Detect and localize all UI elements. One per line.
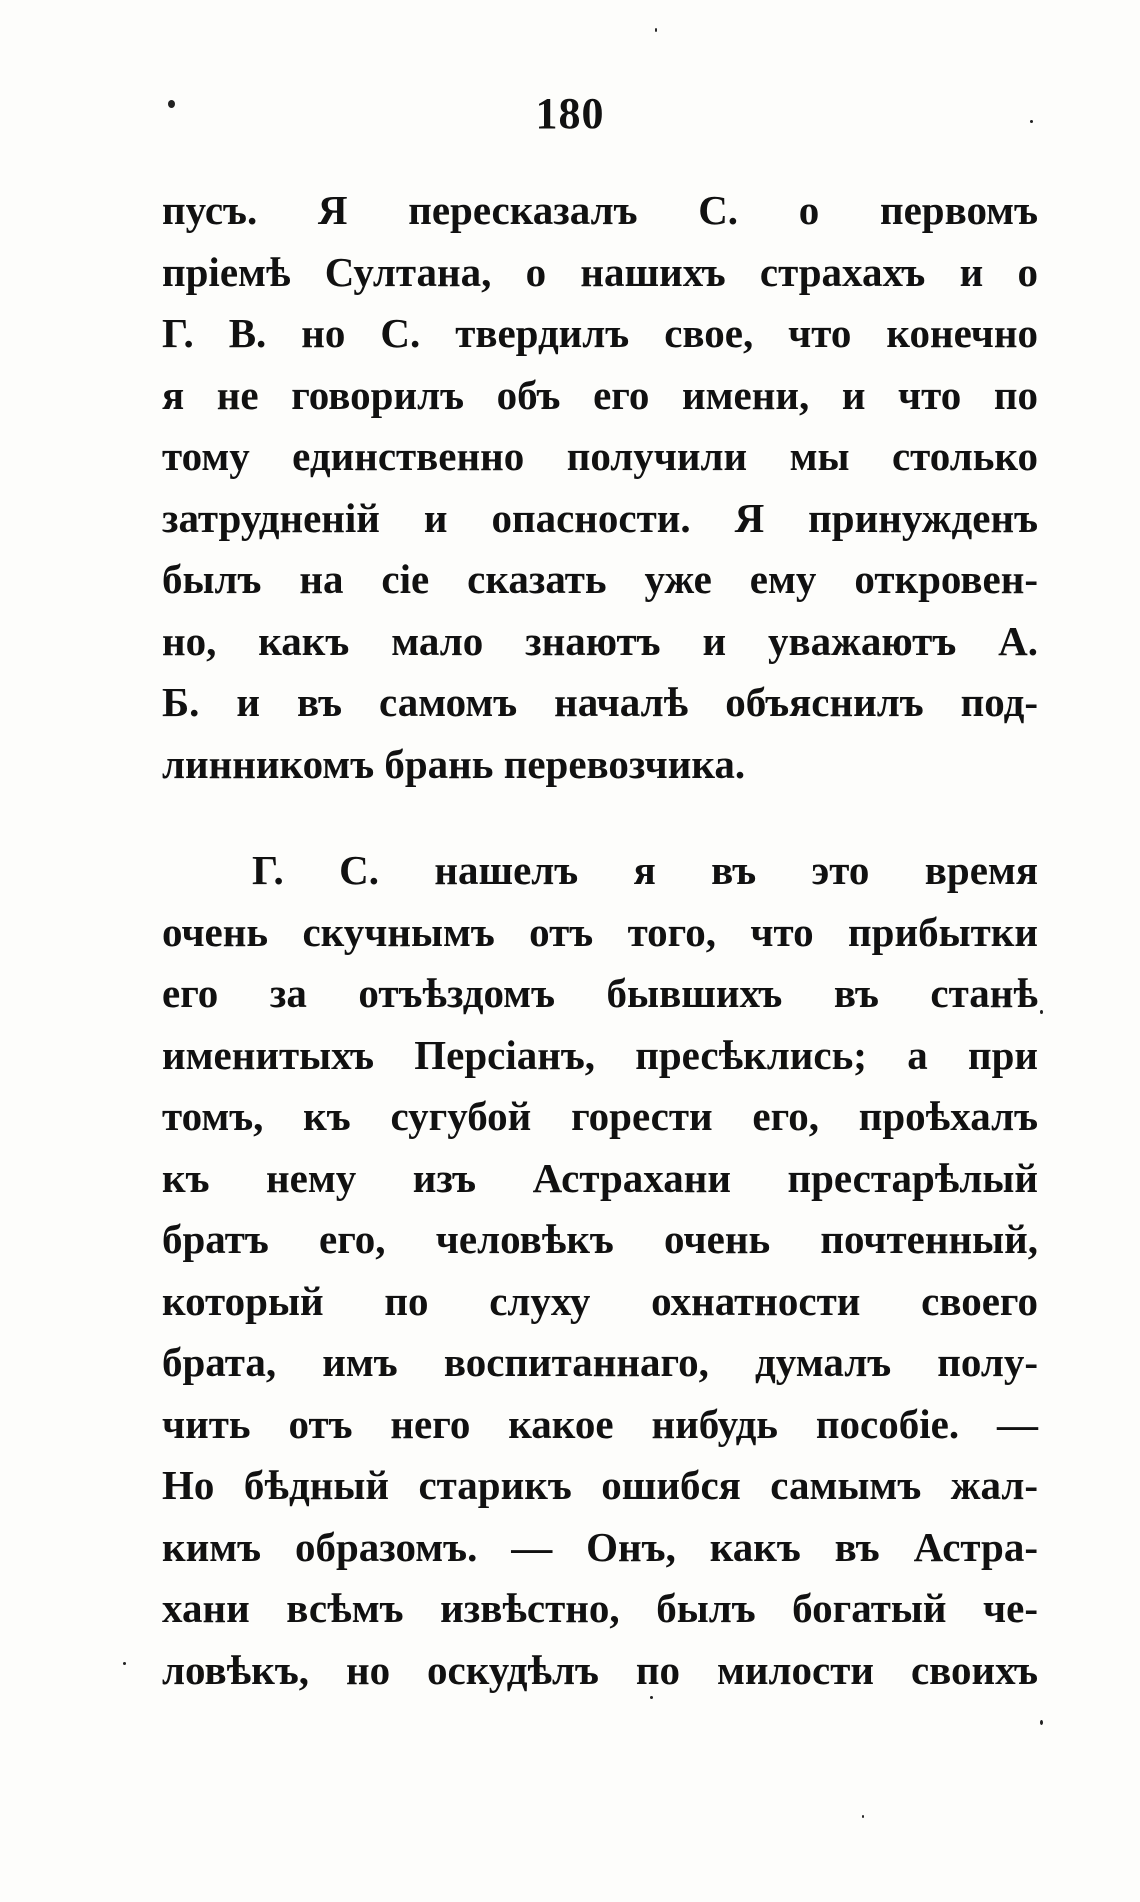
text-line: хани всѣмъ извѣстно, былъ богатый че- — [162, 1585, 1038, 1631]
text-line: я не говорилъ объ его имени, и что по — [162, 371, 1038, 418]
text-line: чить отъ него какое нибудь пособіе. — — [162, 1400, 1038, 1447]
text-line: тому единственно получили мы столько — [162, 433, 1038, 479]
text-line: его за отъѣздомъ бывшихъ въ станѣ — [162, 970, 1038, 1016]
text-line: братъ его, человѣкъ очень почтенный, — [162, 1216, 1038, 1262]
text-line: былъ на сіе сказать уже ему откровен- — [162, 556, 1038, 602]
scan-speck — [168, 100, 175, 108]
text-line: линникомъ брань перевозчика. — [162, 740, 746, 787]
paragraph-1 — [162, 180, 1038, 795]
text-line: Б. и въ самомъ началѣ объяснилъ под- — [162, 679, 1038, 725]
scan-speck — [862, 1815, 864, 1818]
text-line: именитыхъ Персіанъ, пресѣклись; а при — [162, 1031, 1038, 1078]
scan-speck — [655, 28, 657, 32]
scan-speck — [1030, 120, 1033, 123]
text-line: брата, имъ воспитаннаго, думалъ полу- — [162, 1339, 1038, 1385]
scan-speck — [1040, 1010, 1043, 1014]
text-line: Г. В. но С. твердилъ свое, что конечно — [162, 310, 1038, 356]
page-number: 180 — [535, 89, 605, 138]
paragraph-2 — [162, 840, 1038, 1701]
text-line: Г. С. нашелъ я въ это время — [252, 847, 1038, 893]
scan-speck — [123, 1662, 126, 1665]
text-line: томъ, къ сугубой горести его, проѣхалъ — [162, 1093, 1038, 1139]
text-line: Но бѣдный старикъ ошибся самымъ жал- — [162, 1462, 1038, 1508]
text-line: пріемѣ Султана, о нашихъ страхахъ и о — [162, 248, 1038, 295]
text-line: кимъ образомъ. — Онъ, какъ въ Астра- — [162, 1523, 1038, 1570]
text-line: очень скучнымъ отъ того, что прибытки — [162, 908, 1038, 955]
text-line: пусъ. Я пересказалъ С. о первомъ — [162, 187, 1038, 233]
scan-speck — [650, 1696, 653, 1699]
text-line: ловѣкъ, но оскудѣлъ по милости своихъ — [162, 1646, 1038, 1693]
text-line: но, какъ мало знаютъ и уважаютъ А. — [162, 617, 1038, 664]
text-line: затрудненій и опасности. Я принужденъ — [162, 494, 1038, 541]
text-line: къ нему изъ Астрахани престарѣлый — [162, 1154, 1038, 1201]
scan-speck — [1040, 1720, 1043, 1725]
text-line: который по слуху охнатности своего — [162, 1277, 1038, 1324]
